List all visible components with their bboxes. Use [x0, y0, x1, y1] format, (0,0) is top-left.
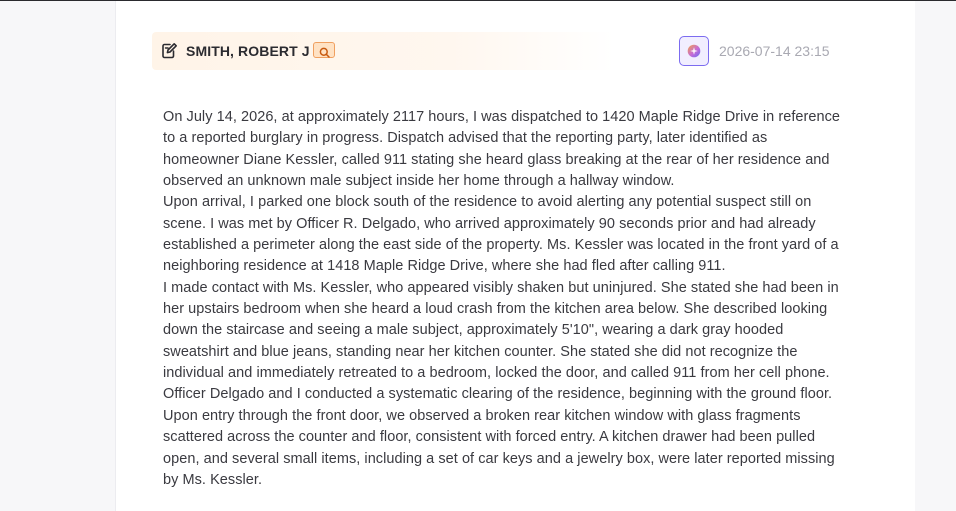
search-chip[interactable] [313, 42, 335, 58]
edit-note-icon[interactable] [161, 42, 178, 59]
report-panel [115, 1, 915, 511]
report-timestamp: 2026-07-14 23:15 [719, 43, 830, 59]
narrative-paragraph: On July 14, 2026, at approximately 2117 hours, I was dispatched to 1420 Maple Ridge Drive in reference to a reported burglary in progress. Dispatch advised that the reporting party, later identified as homeowner Diane Kessler, called 911 stating she heard glass breaking at the rear of her residence and observed an unknown male subject inside her home through a hallway window. [163, 109, 841, 190]
narrative-paragraph: Officer Delgado and I conducted a systematic clearing of the residence, beginning with the ground floor. Upon entry through the front door, we observed a broken rear kitchen window with glass fragments scattered across the counter and floor, consistent with forced entry. A kitchen drawer had been pulled open, and several small items, including a set of car keys and a jewelry box, were later reported missing by Ms. Kessler. [163, 386, 835, 488]
search-icon [319, 45, 330, 56]
narrative-paragraph: I made contact with Ms. Kessler, who appeared visibly shaken but uninjured. She stated she had been in her upstairs bedroom when she heard a loud crash from the kitchen area below. She described looking down the staircase and seeing a male subject, approximately 5'10", wearing a dark gray hooded sweatshirt and blue jeans, standing near her kitchen counter. She stated she did not recognize the individual and immediately retreated to a bedroom, locked the door, and called 911 from her cell phone. [163, 279, 839, 382]
narrative-paragraph: Upon arrival, I parked one block south of the residence to avoid alerting any potential suspect still on scene. I was met by Officer R. Delgado, who arrived approximately 90 seconds prior and had already established a perimeter along the east side of the property. Ms. Kessler was located in the front yard of a neighboring residence at 1418 Maple Ridge Drive, where she had fled after calling 911. [163, 194, 839, 275]
officer-name: SMITH, ROBERT J [186, 43, 310, 59]
report-narrative [163, 107, 843, 491]
ai-assist-button[interactable] [679, 36, 709, 66]
ai-sparkle-icon [687, 44, 701, 58]
